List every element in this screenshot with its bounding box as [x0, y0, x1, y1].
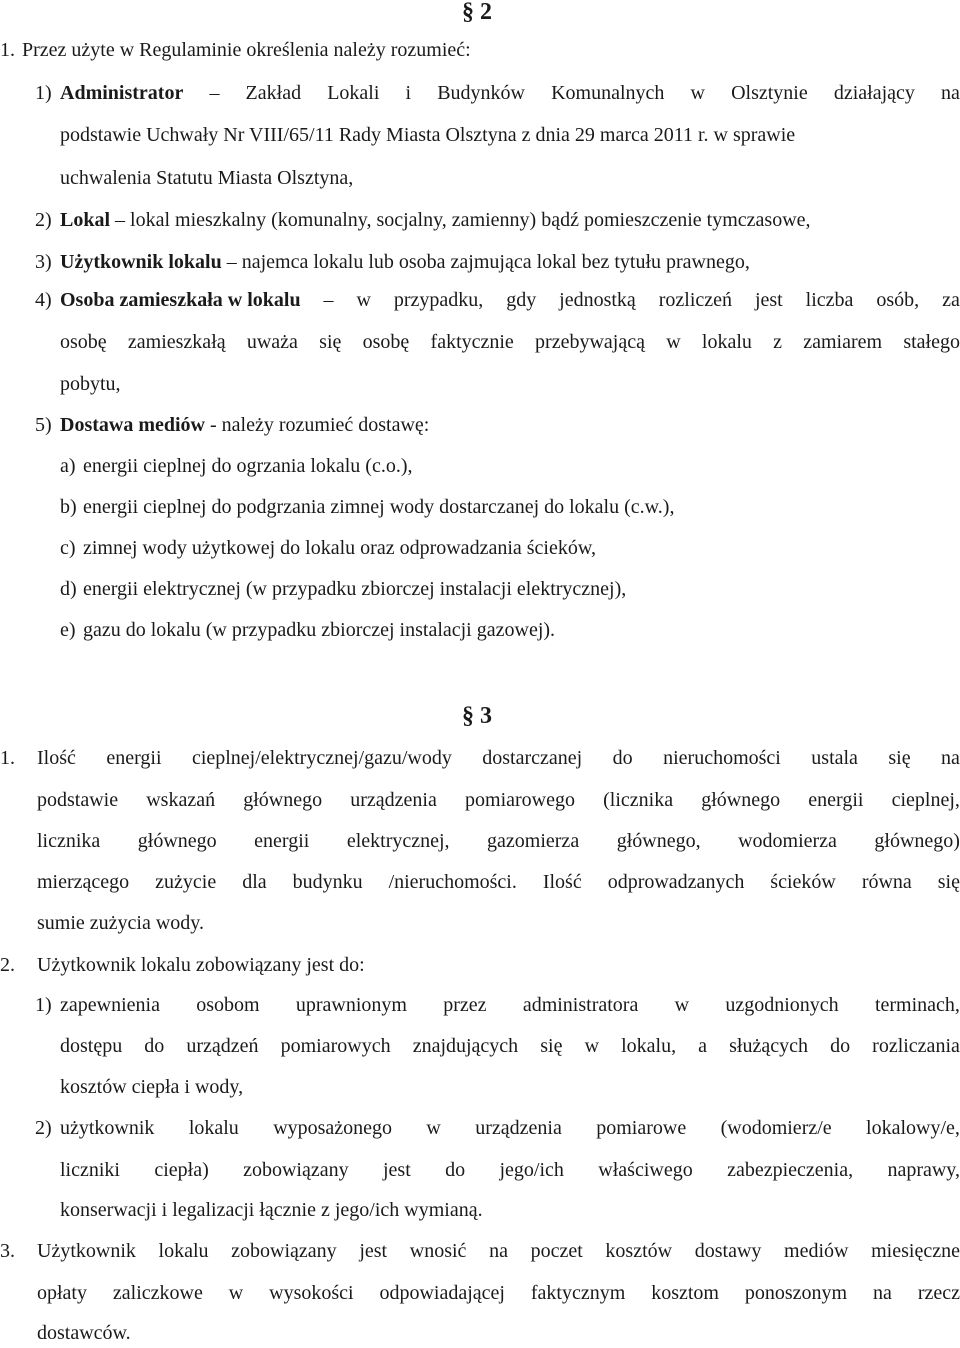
definition-dash: – — [323, 289, 334, 311]
media-item — [0, 492, 960, 522]
item-number: 2) — [35, 209, 52, 231]
paragraph-line — [0, 35, 960, 65]
obligation-text: kosztów ciepła i wody, — [60, 1076, 244, 1098]
paragraph-number: 1. — [0, 747, 15, 769]
obligation-text: konserwacji i legalizacji łącznie z jego/ich wymianą. — [60, 1199, 483, 1221]
paragraph-line — [0, 1318, 960, 1348]
media-text: energii cieplnej do ogrzania lokalu (c.o.), — [83, 455, 413, 477]
paragraph-text: licznika głównego energii elektrycznej, gazomierza głównego, wodomierza głównego) — [37, 830, 960, 852]
definition-item — [0, 285, 960, 315]
definition-line: Osoba zamieszkała w lokalu – w przypadku, gdy jednostką rozliczeń jest liczba osób, za — [60, 285, 960, 315]
item-number: 5) — [35, 414, 52, 436]
obligation-text: liczniki ciepła) zobowiązany jest do jego/ich właściwego zabezpieczenia, naprawy, — [60, 1159, 960, 1181]
paragraph-line — [0, 908, 960, 938]
paragraph-text: Przez użyte w Regulaminie określenia należy rozumieć: — [22, 39, 471, 61]
definition-item — [0, 410, 960, 440]
item-letter: b) — [60, 496, 77, 518]
media-text: gazu do lokalu (w przypadku zbiorczej instalacji gazowej). — [83, 619, 556, 641]
definition-continuation — [0, 327, 960, 357]
definition-text: podstawie Uchwały Nr VIII/65/11 Rady Miasta Olsztyna z dnia 29 marca 2011 r. w sprawie — [60, 124, 796, 146]
obligation-continuation — [0, 1195, 960, 1225]
item-number: 4) — [35, 289, 52, 311]
paragraph-text: Użytkownik lokalu zobowiązany jest do: — [37, 954, 365, 976]
definition-item — [0, 78, 960, 108]
section-heading: § 3 — [462, 703, 492, 729]
definition-continuation — [0, 369, 960, 399]
paragraph-line — [0, 1236, 960, 1266]
paragraph-text: mierzącego zużycie dla budynku /nieruchomości. Ilość odprowadzanych ścieków równa się — [37, 871, 960, 893]
media-text: energii elektrycznej (w przypadku zbiorczej instalacji elektrycznej), — [83, 578, 627, 600]
paragraph-text: sumie zużycia wody. — [37, 912, 204, 934]
definition-dash: – — [209, 82, 220, 104]
paragraph-number: 1. — [0, 39, 15, 61]
obligation-text: zapewnienia osobom uprawnionym przez administratora w uzgodnionych terminach, — [60, 994, 960, 1016]
media-text: zimnej wody użytkowej do lokalu oraz odprowadzania ścieków, — [83, 537, 596, 559]
media-text: energii cieplnej do podgrzania zimnej wody dostarczanej do lokalu (c.w.), — [83, 496, 675, 518]
obligation-item — [0, 1113, 960, 1143]
definition-item — [0, 205, 960, 235]
item-number: 3) — [35, 251, 52, 273]
definition-text: lokal mieszkalny (komunalny, socjalny, zamienny) bądź pomieszczenie tymczasowe, — [130, 209, 811, 231]
definition-term: Osoba zamieszkała w lokalu — [60, 289, 301, 311]
definition-term: Dostawa mediów — [60, 414, 205, 436]
media-item — [0, 451, 960, 481]
obligation-text: dostępu do urządzeń pomiarowych znajdujących się w lokalu, a służących do rozliczania — [60, 1035, 960, 1057]
definition-text: należy rozumieć dostawę: — [221, 414, 430, 436]
item-number: 2) — [35, 1117, 52, 1139]
paragraph-line — [0, 1278, 960, 1308]
definition-continuation — [0, 163, 960, 193]
paragraph-text: podstawie wskazań głównego urządzenia pomiarowego (licznika głównego energii cieplnej, — [37, 789, 960, 811]
paragraph-line — [0, 785, 960, 815]
paragraph-number: 3. — [0, 1240, 15, 1262]
paragraph-text: opłaty zaliczkowe w wysokości odpowiadającej faktycznym kosztom ponoszonym na rzecz — [37, 1282, 960, 1304]
obligation-continuation — [0, 1155, 960, 1185]
definition-term: Lokal — [60, 209, 111, 231]
definition-item — [0, 247, 960, 277]
media-item — [0, 574, 960, 604]
definition-line: Administrator – Zakład Lokali i Budynków Komunalnych w Olsztynie działający na — [60, 78, 960, 108]
paragraph-text: Użytkownik lokalu zobowiązany jest wnosić na poczet kosztów dostawy mediów miesięczne — [37, 1240, 960, 1262]
definition-text: najemca lokalu lub osoba zajmująca lokal bez tytułu prawnego, — [241, 251, 750, 273]
media-item — [0, 615, 960, 645]
definition-dash: – — [226, 251, 237, 273]
obligation-item — [0, 990, 960, 1020]
definition-dash: - — [210, 414, 217, 436]
paragraph-number: 2. — [0, 954, 15, 976]
definition-text: pobytu, — [60, 373, 121, 395]
paragraph-text: Ilość energii cieplnej/elektrycznej/gazu/wody dostarczanej do nieruchomości ustala się na — [37, 747, 960, 769]
definition-text: uchwalenia Statutu Miasta Olsztyna, — [60, 167, 354, 189]
paragraph-line — [0, 950, 960, 980]
media-item — [0, 533, 960, 563]
item-letter: a) — [60, 455, 76, 477]
obligation-continuation — [0, 1031, 960, 1061]
definition-continuation — [0, 120, 960, 150]
paragraph-line — [0, 867, 960, 897]
item-letter: d) — [60, 578, 77, 600]
item-letter: e) — [60, 619, 76, 641]
paragraph-line — [0, 826, 960, 856]
item-number: 1) — [35, 994, 52, 1016]
definition-dash: – — [115, 209, 126, 231]
definition-text: osobę zamieszkałą uważa się osobę faktycznie przebywającą w lokalu z zamiarem stałego — [60, 331, 960, 353]
section-heading: § 2 — [462, 0, 492, 25]
obligation-text: użytkownik lokalu wyposażonego w urządzenia pomiarowe (wodomierz/e lokalowy/e, — [60, 1117, 960, 1139]
definition-term: Użytkownik lokalu — [60, 251, 222, 273]
paragraph-text: dostawców. — [37, 1322, 131, 1344]
obligation-continuation — [0, 1072, 960, 1102]
definition-term: Administrator — [60, 82, 184, 104]
item-letter: c) — [60, 537, 76, 559]
item-number: 1) — [35, 82, 52, 104]
paragraph-line — [0, 743, 960, 773]
